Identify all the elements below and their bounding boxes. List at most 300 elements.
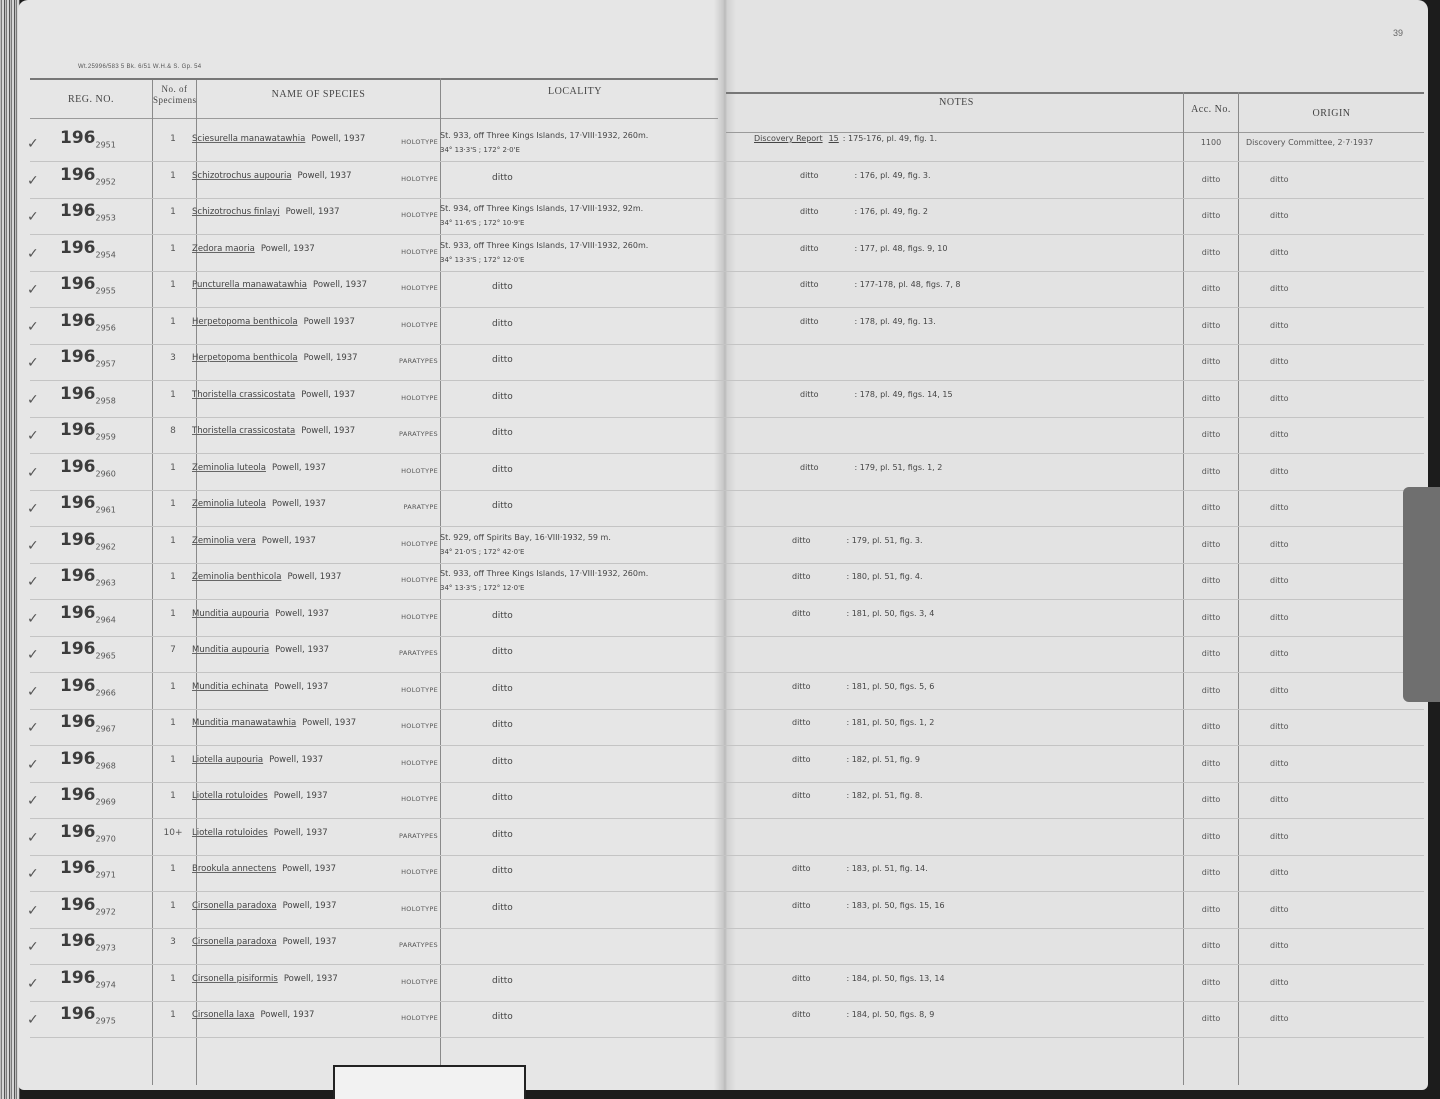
origin: ditto (1270, 430, 1289, 439)
acc-number: ditto (1201, 795, 1221, 804)
locality (440, 531, 611, 559)
table-row (0, 856, 1440, 892)
locality-station: ditto (492, 902, 513, 913)
species-name (192, 317, 355, 327)
acc-number: ditto (1201, 320, 1221, 330)
reg-prefix: 196 (60, 347, 96, 367)
locality-coordinates: 34° 13·3'S ; 172° 12·0'E (440, 255, 525, 264)
reg-suffix: 2952 (95, 176, 116, 186)
acc-number: ditto (1201, 576, 1221, 585)
specimen-count: 1 (170, 499, 176, 509)
locality (440, 567, 648, 595)
species-author: Powell, 1937 (272, 499, 326, 509)
reg-suffix: 2957 (95, 359, 116, 369)
locality (492, 280, 513, 294)
header-locality: LOCALITY (548, 86, 602, 97)
notes-reference: ditto (792, 718, 811, 727)
acc-number: ditto (1201, 941, 1221, 950)
species-author: Powell, 1937 (297, 170, 352, 181)
acc-number: ditto (1201, 758, 1221, 768)
origin: ditto (1270, 539, 1289, 549)
notes (792, 536, 923, 545)
reg-suffix: 2972 (95, 906, 116, 916)
reg-prefix: 196 (60, 201, 96, 221)
notes-detail: : 183, pl. 51, fig. 14. (846, 864, 928, 873)
locality-station: ditto (492, 720, 513, 730)
species-author: Powell, 1937 (282, 937, 337, 947)
check-mark: ✓ (27, 1012, 39, 1028)
notes-detail: : 176, pl. 49, fig. 3. (854, 170, 931, 180)
specimen-count: 1 (170, 973, 176, 984)
species-binomial: Cirsonella paradoxa (192, 937, 277, 947)
locality (492, 901, 513, 915)
reg-suffix: 2968 (95, 760, 116, 770)
species-binomial: Zeminolia luteola (192, 499, 266, 509)
notes-reference: Discovery Report (754, 134, 823, 143)
notes-detail: : 176, pl. 49, fig. 2 (854, 207, 929, 216)
species-author: Powell, 1937 (301, 426, 356, 436)
check-mark: ✓ (27, 756, 39, 773)
notes-detail: : 177, pl. 48, figs. 9, 10 (854, 243, 948, 253)
notes-reference: ditto (792, 791, 811, 800)
reg-suffix: 2954 (95, 249, 116, 259)
reg-number (60, 274, 116, 295)
species-binomial: Cirsonella pisiformis (192, 973, 278, 984)
locality (492, 463, 513, 477)
species-binomial: Liotella aupouria (192, 754, 264, 765)
species-author: Powell, 1937 (260, 1010, 315, 1020)
reg-prefix: 196 (60, 931, 96, 951)
origin: ditto (1270, 685, 1289, 695)
species-author: Powell, 1937 (274, 681, 329, 692)
locality-station: ditto (492, 282, 513, 292)
acc-number: ditto (1201, 211, 1221, 220)
species-author: Powell, 1937 (301, 389, 356, 400)
check-mark: ✓ (27, 136, 39, 152)
table-row (0, 747, 1440, 783)
locality (492, 353, 513, 367)
species-author: Powell, 1937 (260, 243, 315, 254)
origin: ditto (1270, 941, 1289, 950)
check-mark: ✓ (27, 209, 39, 225)
notes-reference: ditto (792, 754, 811, 764)
reg-number (60, 931, 116, 952)
species-binomial: Herpetopoma benthicola (192, 316, 298, 327)
type-status: PARATYPES (399, 831, 438, 840)
header-top-rule-left (30, 78, 718, 80)
species-name (192, 937, 337, 947)
acc-number: ditto (1201, 612, 1221, 622)
table-row (0, 710, 1440, 746)
origin: ditto (1270, 393, 1289, 403)
origin: ditto (1270, 1014, 1289, 1023)
species-name (192, 390, 355, 400)
reg-number (60, 822, 116, 843)
table-row (0, 163, 1440, 199)
type-status: PARATYPES (399, 357, 438, 365)
specimen-count: 1 (170, 900, 176, 911)
header-species: NAME OF SPECIES (271, 89, 366, 100)
locality-station: ditto (492, 866, 513, 876)
notes-volume: 15 (828, 134, 839, 143)
specimen-count: 1 (170, 791, 176, 801)
origin: ditto (1270, 503, 1289, 512)
reg-suffix: 2959 (95, 432, 116, 442)
species-author: Powell, 1937 (261, 535, 316, 546)
species-name (192, 828, 328, 838)
species-binomial: Munditia manawatawhia (192, 718, 297, 728)
locality (492, 864, 513, 878)
locality-station: ditto (492, 829, 513, 840)
reg-number (60, 493, 116, 514)
origin: ditto (1270, 722, 1289, 731)
species-binomial: Thoristella crassicostata (192, 389, 296, 400)
species-name (192, 974, 338, 984)
acc-number: ditto (1201, 649, 1221, 658)
reg-number (60, 165, 116, 186)
reg-number (60, 566, 116, 587)
reg-suffix: 2971 (95, 870, 116, 880)
table-row (0, 418, 1440, 454)
species-name (192, 791, 328, 801)
notes (800, 171, 931, 180)
check-mark: ✓ (27, 428, 39, 444)
table-row (0, 637, 1440, 673)
table-row (0, 564, 1440, 600)
specimen-count: 1 (170, 280, 176, 290)
notes-detail: : 175-176, pl. 49, fig. 1. (842, 134, 938, 143)
acc-number: 1100 (1200, 138, 1222, 147)
reg-suffix: 2975 (95, 1016, 116, 1026)
notes-reference: ditto (792, 900, 811, 910)
header-top-rule-right (726, 92, 1424, 94)
species-author: Powell, 1937 (275, 608, 330, 619)
locality-station: ditto (492, 756, 513, 767)
reg-prefix: 196 (60, 493, 96, 513)
type-status: HOLOTYPE (401, 466, 438, 475)
reg-number (60, 1004, 116, 1025)
reg-suffix: 2956 (95, 322, 116, 332)
acc-number: ditto (1201, 393, 1221, 403)
table-row (0, 929, 1440, 965)
check-mark: ✓ (27, 355, 39, 371)
origin: ditto (1270, 174, 1289, 184)
notes (792, 791, 923, 800)
type-status: HOLOTYPE (401, 539, 438, 548)
origin: ditto (1270, 576, 1289, 585)
type-status: PARATYPES (399, 430, 438, 438)
check-mark: ✓ (27, 464, 39, 481)
locality-station: St. 934, off Three Kings Islands, 17·VIII·1932, 92m. (440, 204, 644, 213)
species-name (192, 572, 341, 582)
reg-suffix: 2951 (95, 140, 116, 150)
locality-station: ditto (492, 172, 513, 183)
locality-coordinates: 34° 13·3'S ; 172° 12·0'E (440, 584, 525, 592)
acc-number: ditto (1201, 977, 1221, 987)
check-mark: ✓ (27, 793, 39, 809)
origin: ditto (1270, 320, 1289, 330)
species-name (192, 718, 356, 728)
reg-number (60, 457, 116, 478)
locality (492, 645, 513, 659)
locality-coordinates: 34° 21·0'S ; 172° 42·0'E (440, 547, 525, 556)
check-mark: ✓ (27, 318, 39, 335)
species-name (192, 244, 315, 254)
locality-station: ditto (492, 464, 513, 475)
species-name (192, 353, 358, 363)
check-mark: ✓ (27, 172, 39, 189)
notes-detail: : 182, pl. 51, fig. 9 (846, 754, 921, 764)
locality-station: St. 929, off Spirits Bay, 16·VIII·1932, 59 m. (440, 532, 611, 542)
reg-prefix: 196 (60, 1004, 96, 1024)
acc-number: ditto (1201, 868, 1221, 877)
species-binomial: Zeminolia luteola (192, 462, 266, 473)
reg-suffix: 2961 (95, 505, 116, 515)
locality (440, 129, 648, 157)
notes-detail: : 184, pl. 50, figs. 8, 9 (846, 1010, 935, 1019)
species-binomial: Herpetopoma benthicola (192, 353, 298, 363)
acc-number: ditto (1201, 247, 1221, 257)
species-author: Powell, 1937 (272, 462, 326, 473)
acc-number: ditto (1201, 539, 1221, 549)
reg-suffix: 2964 (95, 614, 116, 624)
origin: ditto (1270, 466, 1289, 476)
check-mark: ✓ (27, 610, 39, 627)
acc-number: ditto (1201, 174, 1221, 184)
notes-reference: ditto (792, 1010, 811, 1019)
specimen-count: 1 (170, 681, 176, 692)
species-name (192, 536, 316, 546)
reg-number (60, 895, 116, 916)
origin: ditto (1270, 758, 1289, 768)
notes-detail: : 178, pl. 49, figs. 14, 15 (854, 389, 953, 399)
check-mark: ✓ (27, 939, 39, 955)
type-status: HOLOTYPE (401, 138, 438, 146)
locality (492, 791, 513, 805)
reg-prefix: 196 (60, 310, 96, 331)
notes-detail: : 181, pl. 50, figs. 1, 2 (846, 718, 935, 727)
species-author: Powell, 1937 (302, 718, 357, 728)
specimen-count: 1 (170, 864, 176, 874)
origin: ditto (1270, 649, 1289, 658)
table-row (0, 820, 1440, 856)
species-author: Powell, 1937 (273, 827, 328, 838)
type-status: PARATYPES (399, 649, 438, 657)
acc-number: ditto (1201, 1014, 1221, 1023)
reg-prefix: 196 (60, 164, 96, 185)
species-binomial: Munditia aupouria (192, 645, 270, 655)
check-mark: ✓ (27, 245, 39, 262)
acc-number: ditto (1201, 503, 1221, 512)
check-mark: ✓ (27, 720, 39, 736)
type-status: HOLOTYPE (401, 247, 438, 256)
page-tab-marker (1403, 487, 1440, 702)
locality-station: St. 933, off Three Kings Islands, 17·VIII·1932, 260m. (440, 569, 649, 578)
check-mark: ✓ (27, 501, 39, 517)
species-binomial: Munditia aupouria (192, 608, 270, 619)
row-rule (30, 1037, 1424, 1038)
origin: ditto (1270, 211, 1289, 220)
species-binomial: Cirsonella laxa (192, 1010, 255, 1020)
species-author: Powell, 1937 (285, 207, 340, 217)
notes-detail: : 177-178, pl. 48, figs. 7, 8 (854, 280, 961, 289)
species-author: Powell, 1937 (282, 900, 337, 911)
locality-station: ditto (492, 355, 513, 365)
locality (492, 171, 513, 185)
species-binomial: Puncturella manawatawhia (192, 280, 308, 290)
table-row (0, 783, 1440, 819)
table-row (0, 455, 1440, 491)
locality (492, 426, 513, 440)
notes (800, 207, 928, 216)
table-row (0, 236, 1440, 272)
locality-station: ditto (492, 391, 513, 402)
species-name (192, 134, 365, 144)
species-name (192, 682, 328, 692)
reg-number (60, 968, 116, 989)
species-author: Powell, 1937 (303, 353, 358, 363)
type-status: HOLOTYPE (401, 868, 438, 876)
notes-reference: ditto (792, 572, 811, 581)
page-number: 39 (1393, 28, 1404, 38)
acc-number: ditto (1201, 430, 1221, 439)
species-binomial: Zedora maoria (192, 243, 255, 254)
specimen-count: 1 (170, 608, 176, 619)
notes-detail: : 181, pl. 50, figs. 5, 6 (846, 681, 935, 691)
notes (754, 134, 937, 143)
locality-station: ditto (492, 501, 513, 511)
check-mark: ✓ (27, 647, 39, 663)
locality-station: St. 933, off Three Kings Islands, 17·VIII·1932, 260m. (440, 240, 649, 250)
table-row (0, 199, 1440, 235)
species-author: Powell, 1937 (269, 754, 324, 765)
type-status: PARATYPES (399, 941, 438, 949)
origin: ditto (1270, 831, 1289, 841)
species-binomial: Schizotrochus aupouria (192, 170, 292, 181)
notes (792, 609, 934, 618)
notes-reference: ditto (800, 316, 819, 326)
specimen-count: 1 (170, 389, 176, 400)
notes-reference: ditto (792, 681, 811, 691)
type-status: HOLOTYPE (401, 685, 438, 694)
origin: ditto (1270, 868, 1289, 877)
reg-prefix: 196 (60, 602, 96, 623)
notes-reference: ditto (800, 462, 819, 472)
check-mark: ✓ (27, 574, 39, 590)
species-author: Powell, 1937 (273, 791, 328, 801)
species-name (192, 426, 355, 436)
origin: ditto (1270, 904, 1289, 914)
notes (792, 755, 920, 764)
check-mark: ✓ (27, 391, 39, 408)
reg-prefix: 196 (60, 821, 96, 842)
reg-prefix: 196 (60, 748, 96, 769)
origin: ditto (1270, 284, 1289, 293)
species-name (192, 280, 367, 290)
notes-reference: ditto (800, 389, 819, 399)
table-row (0, 309, 1440, 345)
table-row (0, 674, 1440, 710)
notes (792, 682, 934, 691)
reg-suffix: 2969 (95, 797, 116, 807)
locality-station: ditto (492, 610, 513, 621)
notes-reference: ditto (800, 207, 819, 216)
reg-number (60, 201, 116, 222)
type-status: HOLOTYPE (401, 284, 438, 292)
locality-station: ditto (492, 428, 513, 438)
acc-number: ditto (1201, 685, 1221, 695)
origin: ditto (1270, 612, 1289, 622)
reg-prefix: 196 (60, 639, 96, 659)
species-author: Powell, 1937 (313, 280, 367, 290)
specimen-count: 1 (170, 170, 176, 181)
check-mark: ✓ (27, 683, 39, 700)
reg-suffix: 2966 (95, 687, 116, 697)
origin: ditto (1270, 247, 1289, 257)
reg-prefix: 196 (60, 785, 96, 805)
type-status: HOLOTYPE (401, 174, 438, 183)
specimen-count: 3 (170, 353, 176, 363)
notes (792, 718, 934, 727)
notes (800, 463, 942, 472)
notes (800, 244, 947, 253)
species-author: Powell, 1937 (287, 572, 342, 582)
reg-prefix: 196 (60, 383, 96, 404)
specimen-count: 1 (170, 316, 176, 327)
type-status: HOLOTYPE (401, 393, 438, 402)
specimen-count: 1 (170, 207, 176, 217)
specimen-count: 10+ (163, 827, 183, 838)
notes (792, 901, 945, 910)
species-binomial: Liotella rotuloides (192, 827, 268, 838)
specimen-count: 1 (170, 134, 176, 144)
acc-number: ditto (1201, 904, 1221, 914)
type-status: HOLOTYPE (401, 977, 438, 986)
reg-number (60, 384, 116, 405)
header-reg-no: REG. NO. (68, 94, 114, 105)
notes (792, 864, 928, 873)
locality (492, 755, 513, 769)
locality (492, 718, 513, 732)
locality (492, 974, 513, 988)
check-mark: ✓ (27, 975, 39, 992)
species-binomial: Sciesurella manawatawhia (192, 134, 306, 144)
species-name (192, 645, 329, 655)
reg-prefix: 196 (60, 712, 96, 732)
notes-detail: : 179, pl. 51, fig. 3. (846, 535, 923, 545)
notes (792, 974, 945, 983)
origin: ditto (1270, 357, 1289, 366)
table-row (0, 1002, 1440, 1038)
printer-imprint: Wt.25996/583 5 Bk. 6/51 W.H.& S. Gp. 54 (78, 64, 202, 70)
reg-suffix: 2965 (95, 651, 116, 661)
check-mark: ✓ (27, 902, 39, 919)
reg-suffix: 2967 (95, 724, 116, 734)
species-binomial: Schizotrochus finlayi (192, 207, 280, 217)
type-status: HOLOTYPE (401, 612, 438, 621)
reg-suffix: 2960 (95, 468, 116, 478)
acc-number: ditto (1201, 831, 1221, 841)
reg-number (60, 420, 116, 441)
reg-prefix: 196 (60, 128, 96, 148)
check-mark: ✓ (27, 829, 39, 846)
locality-coordinates: 34° 13·3'S ; 172° 2·0'E (440, 146, 520, 154)
check-mark: ✓ (27, 866, 39, 882)
locality (492, 609, 513, 623)
origin: ditto (1270, 977, 1289, 987)
acc-number: ditto (1201, 466, 1221, 476)
reg-number (60, 676, 116, 697)
